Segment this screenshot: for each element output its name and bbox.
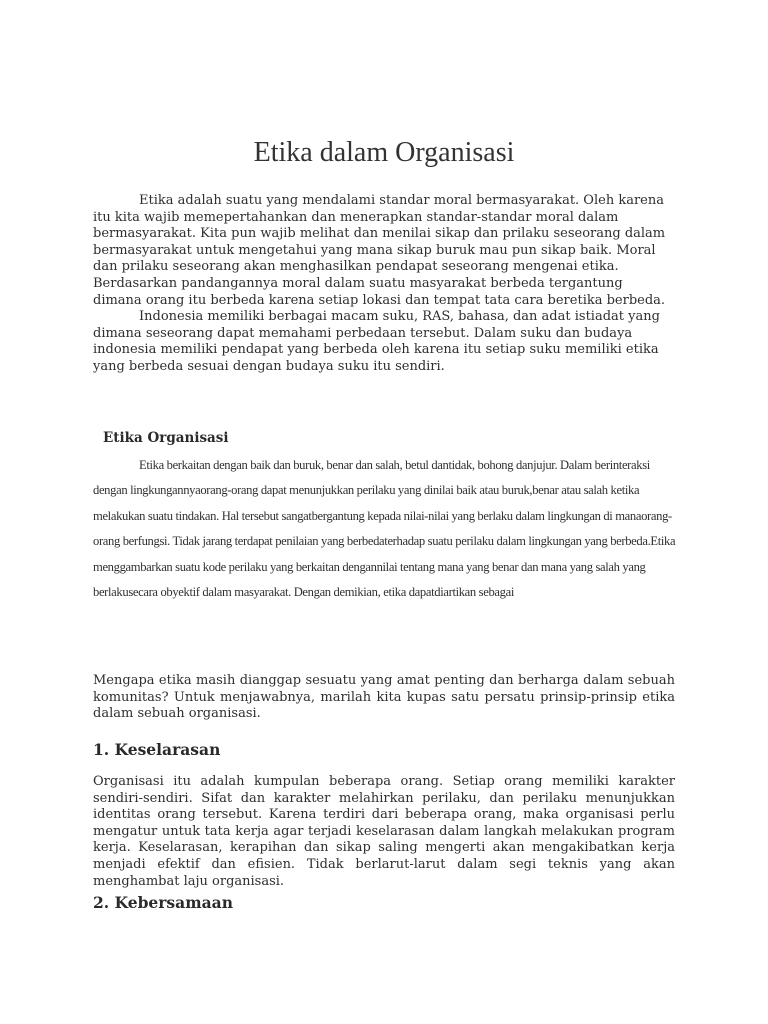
section-body-keselarasan: Organisasi itu adalah kumpulan beberapa orang. Setiap orang memiliki karakter sendiri-sendiri. Sifat dan karakter melahirkan perilaku, dan perilaku menunjukkan identitas orang tersebut. Karena terdiri dari beberapa orang, maka organisasi perlu mengatur untuk tata kerja agar terjadi keselarasan dalam langkah melakukan program kerja. Keselarasan, kerapihan dan sikap saling mengerti akan mengakibatkan kerja menjadi efektif dan efisien. Tidak berlarut-larut dalam segi teknis yang akan menghambat laju organisasi. <box>93 774 675 889</box>
intro-section <box>93 193 675 376</box>
document-title: Etika dalam Organisasi <box>253 136 515 168</box>
section-heading-etika-organisasi: Etika Organisasi <box>103 430 229 446</box>
why-paragraph: Mengapa etika masih dianggap sesuatu yang amat penting dan berharga dalam sebuah komunitas? Untuk menjawabnya, marilah kita kupas satu persatu prinsip-prinsip etika dalam sebuah organisasi. <box>93 673 675 722</box>
section-body-etika-organisasi: Etika berkaitan dengan baik dan buruk, benar dan salah, betul dantidak, bohong danjujur. Dalam berinteraksi dengan lingkungannyaorang-orang dapat menunjukkan perilaku yang dinilai baik atau buruk,benar atau salah ketika melakukan suatu tindakan. Hal tersebut sangatbergantung kepada nilai-nilai yang berlaku dalam lingkungan di manaorang-orang berfungsi. Tidak jarang terdapat penilaian yang berbedaterhadap suatu perilaku dalam lingkungan yang berbeda.Etika menggambarkan suatu kode perilaku yang berkaitan dengannilai tentang mana yang benar dan mana yang salah yang berlakusecara obyektif dalam masyarakat. Dengan demikian, etika dapatdiartikan sebagai <box>93 458 676 600</box>
section-heading-kebersamaan: 2. Kebersamaan <box>93 893 233 912</box>
intro-paragraph-1: Etika adalah suatu yang mendalami standar moral bermasyarakat. Oleh karena itu kita wajib memepertahankan dan menerapkan standar-standar moral dalam bermasyarakat. Kita pun wajib melihat dan menilai sikap dan prilaku seseorang dalam bermasyarakat untuk mengetahui yang mana sikap buruk mau pun sikap baik. Moral dan prilaku seseorang akan menghasilkan pendapat seseorang mengenai etika. Berdasarkan pandangannya moral dalam suatu masyarakat berbeda tergantung dimana orang itu berbeda karena setiap lokasi dan tempat tata cara beretika berbeda. <box>93 193 666 308</box>
section-heading-keselarasan: 1. Keselarasan <box>93 740 221 759</box>
intro-paragraph-2: Indonesia memiliki berbagai macam suku, RAS, bahasa, dan adat istiadat yang dimana seseorang dapat memahami perbedaan tersebut. Dalam suku dan budaya indonesia memiliki pendapat yang berbeda oleh karena itu setiap suku memiliki etika yang berbeda sesuai dengan budaya suku itu sendiri. <box>93 309 660 374</box>
